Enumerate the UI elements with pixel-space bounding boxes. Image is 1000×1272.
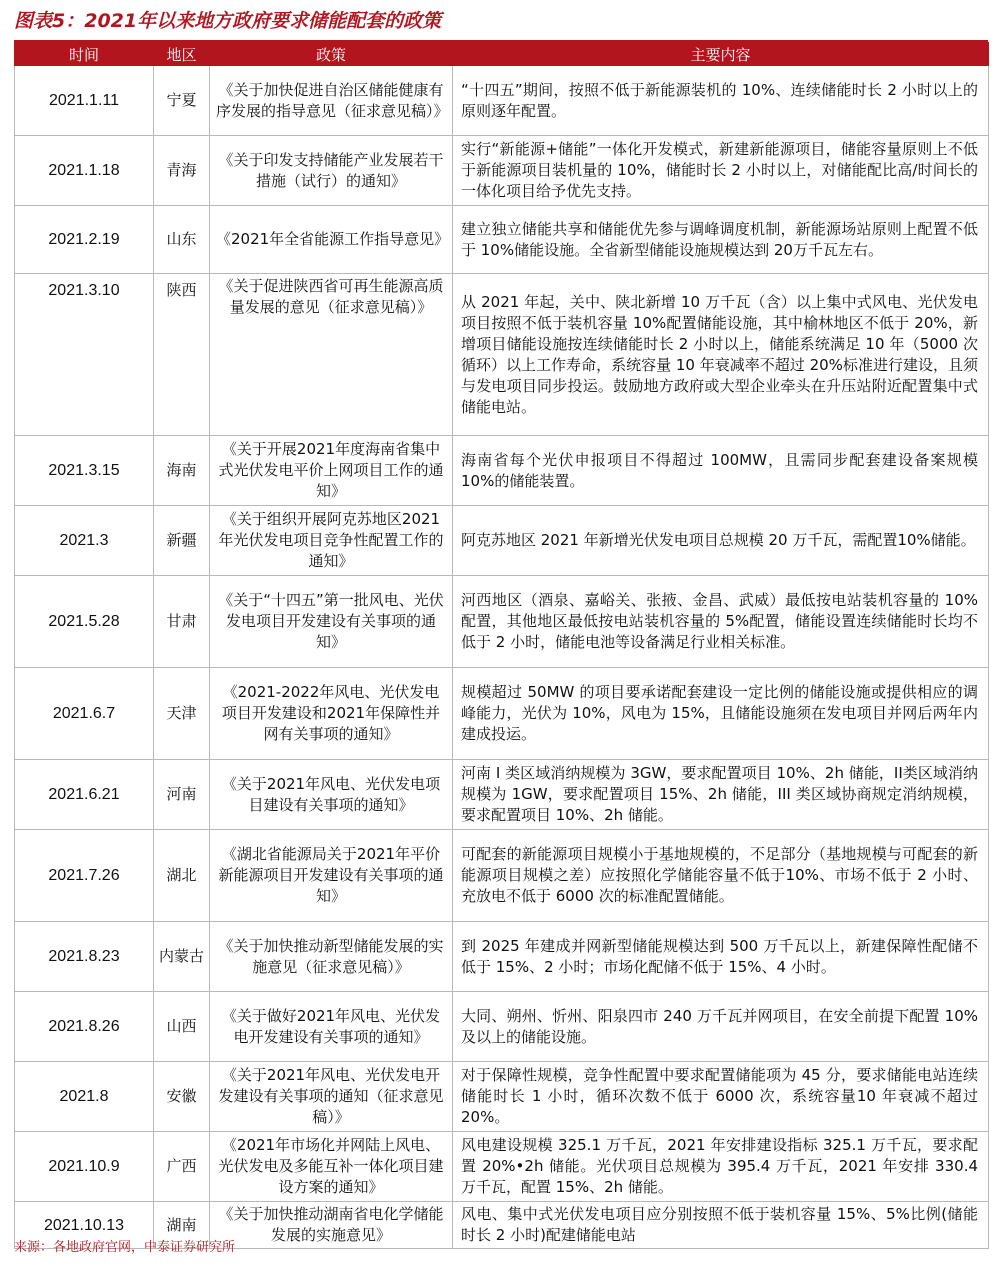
row-region: 山西 (154, 992, 210, 1062)
table-row (15, 1062, 989, 1132)
row-date: 2021.7.26 (15, 830, 154, 922)
row-policy: 《关于组织开展阿克苏地区2021年光伏发电项目竞争性配置工作的通知》 (210, 506, 453, 576)
row-content: 河西地区（酒泉、嘉峪关、张掖、金昌、武威）最低按电站装机容量的 10%配置，其他地区最低按电站装机容量的 5%配置，储能设置连续储能时长均不低于 2 小时，储能电池等设备满足行业相关标准。 (453, 576, 989, 668)
row-region: 陕西 (154, 274, 210, 436)
table-row (15, 668, 989, 760)
row-policy: 《关于促进陕西省可再生能源高质量发展的意见（征求意见稿）》 (210, 274, 453, 436)
source-note: 来源：各地政府官网，中泰证券研究所 (14, 1240, 236, 1255)
row-region: 广西 (154, 1132, 210, 1202)
row-content: 实行“新能源+储能”一体化开发模式，新建新能源项目，储能容量原则上不低于新能源项目装机量的 10%，储能时长 2 小时以上，对储能配比高/时间长的一体化项目给予优先支持。 (453, 136, 989, 206)
row-content: 建立独立储能共享和储能优先参与调峰调度机制，新能源场站原则上配置不低于 10%储能设施。全省新型储能设施规模达到 20万千瓦左右。 (453, 206, 989, 274)
row-date: 2021.5.28 (15, 576, 154, 668)
row-policy: 《2021-2022年风电、光伏发电项目开发建设和2021年保障性并网有关事项的通知》 (210, 668, 453, 760)
table-row (15, 1132, 989, 1202)
row-policy: 《关于加快推动湖南省电化学储能发展的实施意见》 (210, 1202, 453, 1249)
row-content: 阿克苏地区 2021 年新增光伏发电项目总规模 20 万千瓦，需配置10%储能。 (453, 506, 989, 576)
row-region: 湖南 (154, 1202, 210, 1249)
table-row (15, 922, 989, 992)
row-date: 2021.8.23 (15, 922, 154, 992)
table-row (15, 66, 989, 136)
row-policy: 《关于“十四五”第一批风电、光伏发电项目开发建设有关事项的通知》 (210, 576, 453, 668)
row-date: 2021.3.10 (15, 274, 154, 436)
header-region: 地区 (154, 43, 210, 66)
row-date: 2021.8.26 (15, 992, 154, 1062)
row-region: 河南 (154, 760, 210, 830)
row-region: 宁夏 (154, 66, 210, 136)
row-region: 新疆 (154, 506, 210, 576)
row-content: 从 2021 年起，关中、陕北新增 10 万千瓦（含）以上集中式风电、光伏发电项目按照不低于装机容量 10%配置储能设施，其中榆林地区不低于 20%，新增项目储能设施按连续储能时长 2 小时以上，储能系统满足 10 年（5000 次循环）以上工作寿命，系统容量 10 年衰减率不超过 20%标准进行建设，且须与发电项目同步投运。鼓励地方政府或大型企业牵头在升压站附近配置集中式储能电站。 (453, 274, 989, 436)
row-content: 到 2025 年建成并网新型储能规模达到 500 万千瓦以上，新建保障性配储不低于 15%、2 小时；市场化配储不低于 15%、4 小时。 (453, 922, 989, 992)
row-date: 2021.10.13 (15, 1202, 154, 1249)
header-policy: 政策 (210, 43, 453, 66)
header-time: 时间 (15, 43, 154, 66)
row-region: 湖北 (154, 830, 210, 922)
row-policy: 《关于2021年风电、光伏发电项目建设有关事项的通知》 (210, 760, 453, 830)
row-policy: 《关于开展2021年度海南省集中式光伏发电平价上网项目工作的通知》 (210, 436, 453, 506)
row-content: 大同、朔州、忻州、阳泉四市 240 万千瓦并网项目，在安全前提下配置 10%及以上的储能设施。 (453, 992, 989, 1062)
row-region: 山东 (154, 206, 210, 274)
row-date: 2021.10.9 (15, 1132, 154, 1202)
row-content: 规模超过 50MW 的项目要承诺配套建设一定比例的储能设施或提供相应的调峰能力，光伏为 10%，风电为 15%，且储能设施须在发电项目并网后两年内建成投运。 (453, 668, 989, 760)
row-region: 内蒙古 (154, 922, 210, 992)
row-region: 安徽 (154, 1062, 210, 1132)
table-row (15, 274, 989, 436)
row-policy: 《湖北省能源局关于2021年平价新能源项目开发建设有关事项的通知》 (210, 830, 453, 922)
row-policy: 《2021年全省能源工作指导意见》 (210, 206, 453, 274)
row-content: 风电建设规模 325.1 万千瓦，2021 年安排建设指标 325.1 万千瓦，要求配置 20%•2h 储能。光伏项目总规模为 395.4 万千瓦，2021 年安排 330.4 万千瓦，配置 15%、2h 储能。 (453, 1132, 989, 1202)
row-date: 2021.3 (15, 506, 154, 576)
row-date: 2021.8 (15, 1062, 154, 1132)
row-content: 对于保障性规模，竞争性配置中要求配置储能项为 45 分，要求储能电站连续储能时长 1 小时，循环次数不低于 6000 次，系统容量10 年衰减不超过 20%。 (453, 1062, 989, 1132)
table-row (15, 576, 989, 668)
row-date: 2021.1.11 (15, 66, 154, 136)
row-policy: 《关于做好2021年风电、光伏发电开发建设有关事项的通知》 (210, 992, 453, 1062)
table-row (15, 760, 989, 830)
row-content: 海南省每个光伏申报项目不得超过 100MW，且需同步配套建设备案规模 10%的储能装置。 (453, 436, 989, 506)
row-content: 风电、集中式光伏发电项目应分别按照不低于装机容量 15%、5%比例(储能时长 2 小时)配建储能电站 (453, 1202, 989, 1249)
row-policy: 《关于印发支持储能产业发展若干措施（试行）的通知》 (210, 136, 453, 206)
row-region: 青海 (154, 136, 210, 206)
row-region: 甘肃 (154, 576, 210, 668)
row-content: 可配套的新能源项目规模小于基地规模的，不足部分（基地规模与可配套的新能源项目规模之差）应按照化学储能容量不低于10%、市场不低于 2 小时、充放电不低于 6000 次的标准配置储能。 (453, 830, 989, 922)
table-row (15, 206, 989, 274)
row-policy: 《关于加快促进自治区储能健康有序发展的指导意见（征求意见稿）》 (210, 66, 453, 136)
row-date: 2021.3.15 (15, 436, 154, 506)
table-header-row (15, 43, 989, 66)
table-row (15, 830, 989, 922)
row-date: 2021.6.21 (15, 760, 154, 830)
row-policy: 《关于加快推动新型储能发展的实施意见（征求意见稿）》 (210, 922, 453, 992)
table-row (15, 506, 989, 576)
row-content: “十四五”期间，按照不低于新能源装机的 10%、连续储能时长 2 小时以上的原则逐年配置。 (453, 66, 989, 136)
row-region: 天津 (154, 668, 210, 760)
row-policy: 《2021年市场化并网陆上风电、光伏发电及多能互补一体化项目建设方案的通知》 (210, 1132, 453, 1202)
row-date: 2021.6.7 (15, 668, 154, 760)
row-content: 河南 I 类区域消纳规模为 3GW，要求配置项目 10%、2h 储能，II类区域消纳规模为 1GW，要求配置项目 15%、2h 储能，III 类区域协商规定消纳规模，要求配置项目 10%、2h 储能。 (453, 760, 989, 830)
policy-table (14, 42, 989, 1249)
row-region: 海南 (154, 436, 210, 506)
header-content: 主要内容 (453, 43, 989, 66)
row-date: 2021.1.18 (15, 136, 154, 206)
table-row (15, 992, 989, 1062)
table-row (15, 436, 989, 506)
row-date: 2021.2.19 (15, 206, 154, 274)
table-row (15, 136, 989, 206)
row-policy: 《关于2021年风电、光伏发电开发建设有关事项的通知（征求意见稿）》 (210, 1062, 453, 1132)
figure-title: 图表5：2021年以来地方政府要求储能配套的政策 (14, 10, 442, 32)
